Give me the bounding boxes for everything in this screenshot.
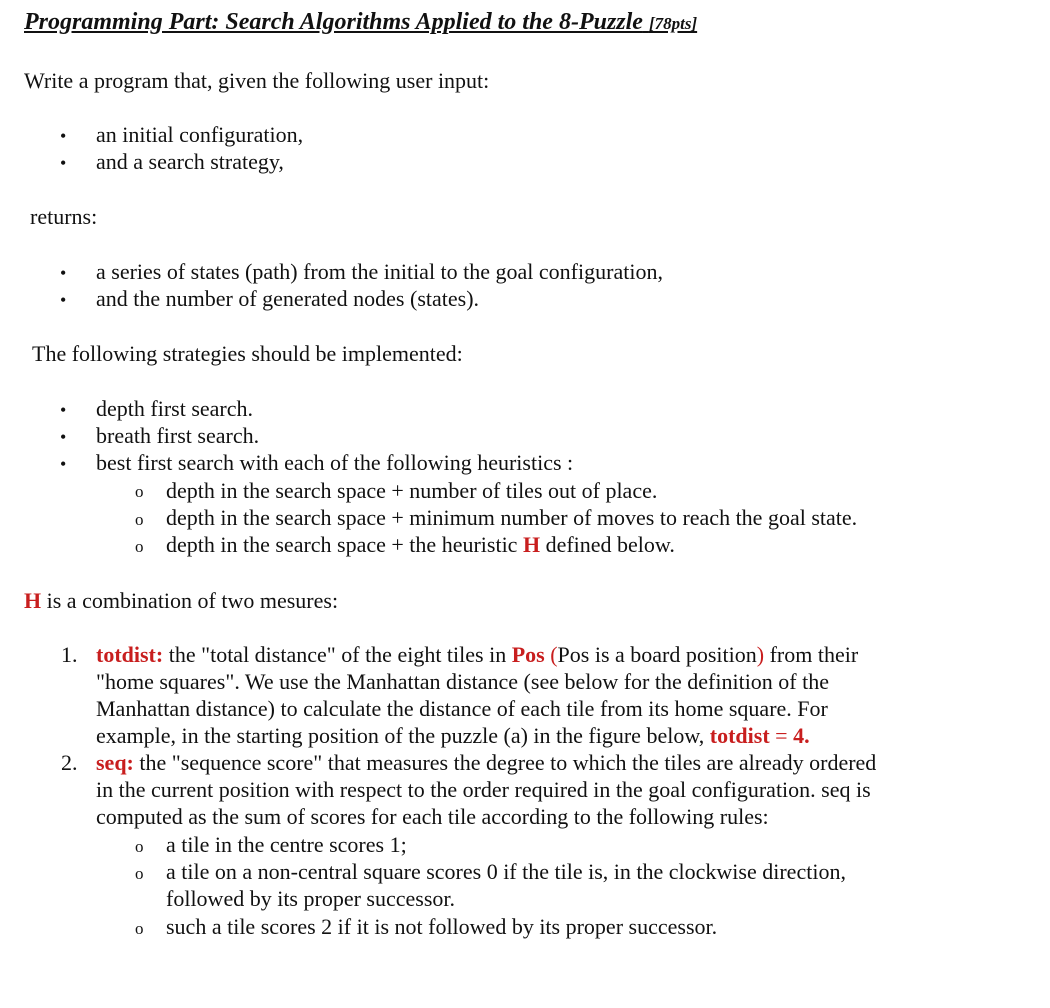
rule-item: a tile on a non-central square scores 0 if the tile is, in the clockwise direction,	[166, 859, 846, 884]
h-definition	[24, 587, 338, 614]
bullet-icon: •	[60, 126, 67, 146]
title-points: [78pts]	[648, 14, 698, 33]
heuristic-text: depth in the search space + the heuristic	[166, 532, 523, 557]
rule-item: a tile in the centre scores 1;	[166, 832, 407, 857]
bullet-icon: •	[60, 400, 67, 420]
bullet-icon: •	[60, 290, 67, 310]
circle-bullet-icon: o	[135, 837, 144, 856]
measure-text: the "sequence score" that measures the degree to which the tiles are already ordered	[133, 750, 877, 775]
input-item: and a search strategy,	[96, 149, 284, 174]
input-item: an initial configuration,	[96, 122, 304, 147]
rule-item-continued: followed by its proper successor.	[166, 886, 455, 911]
bullet-icon: •	[60, 427, 67, 447]
bullet-icon: •	[60, 454, 67, 474]
circle-bullet-icon: o	[135, 537, 144, 556]
strategy-item: breath first search.	[96, 423, 260, 448]
measure-line	[96, 722, 810, 749]
strategy-item: best first search with each of the following heuristics :	[96, 450, 574, 475]
page-title	[24, 9, 697, 37]
list-number: 2.	[61, 750, 78, 775]
return-item: and the number of generated nodes (states).	[96, 286, 480, 311]
heuristic-h: H	[522, 532, 541, 557]
term-pos: Pos	[511, 642, 545, 667]
circle-bullet-icon: o	[135, 919, 144, 938]
circle-bullet-icon: o	[135, 510, 144, 529]
equals-sign: =	[769, 723, 794, 748]
circle-bullet-icon: o	[135, 864, 144, 883]
heuristic-item: depth in the search space + minimum number of moves to reach the goal state.	[166, 505, 858, 530]
returns-label: returns:	[30, 204, 98, 229]
circle-bullet-icon: o	[135, 482, 144, 501]
bullet-icon: •	[60, 153, 67, 173]
bullet-icon: •	[60, 263, 67, 283]
heuristic-item: depth in the search space + number of tiles out of place.	[166, 478, 658, 503]
heuristic-text: defined below.	[540, 532, 675, 557]
rule-item: such a tile scores 2 if it is not followed by its proper successor.	[166, 914, 718, 939]
measure-line: "home squares". We use the Manhattan distance (see below for the definition of the	[96, 669, 830, 694]
measure-line: Manhattan distance) to calculate the distance of each tile from its home square. For	[96, 696, 828, 721]
measure-line: in the current position with respect to the order required in the goal configuration. seq is	[96, 777, 871, 802]
totdist-value: 4.	[793, 723, 810, 748]
term-seq: seq:	[96, 750, 134, 775]
intro-text: Write a program that, given the following user input:	[24, 68, 490, 93]
paren-open: (	[544, 642, 558, 667]
strategies-label: The following strategies should be implemented:	[32, 341, 463, 366]
list-number: 1.	[61, 642, 78, 667]
measure-text: from their	[764, 642, 859, 667]
h-term: H	[24, 588, 42, 613]
return-item: a series of states (path) from the initial to the goal configuration,	[96, 259, 663, 284]
h-text: is a combination of two mesures:	[41, 588, 339, 613]
title-main: Programming Part: Search Algorithms Applied to the 8-Puzzle	[24, 9, 643, 35]
term-totdist: totdist	[709, 723, 770, 748]
term-totdist: totdist:	[96, 642, 164, 667]
strategy-item: depth first search.	[96, 396, 253, 421]
measure-text: the "total distance" of the eight tiles in	[163, 642, 512, 667]
heuristic-item	[166, 531, 675, 558]
measure-text: example, in the starting position of the puzzle (a) in the figure below,	[96, 723, 710, 748]
paren-close: )	[756, 642, 765, 667]
measure-line: computed as the sum of scores for each tile according to the following rules:	[96, 804, 769, 829]
measure-line	[96, 641, 858, 668]
measure-line	[96, 749, 876, 776]
pos-explanation: Pos is a board position	[557, 642, 757, 667]
